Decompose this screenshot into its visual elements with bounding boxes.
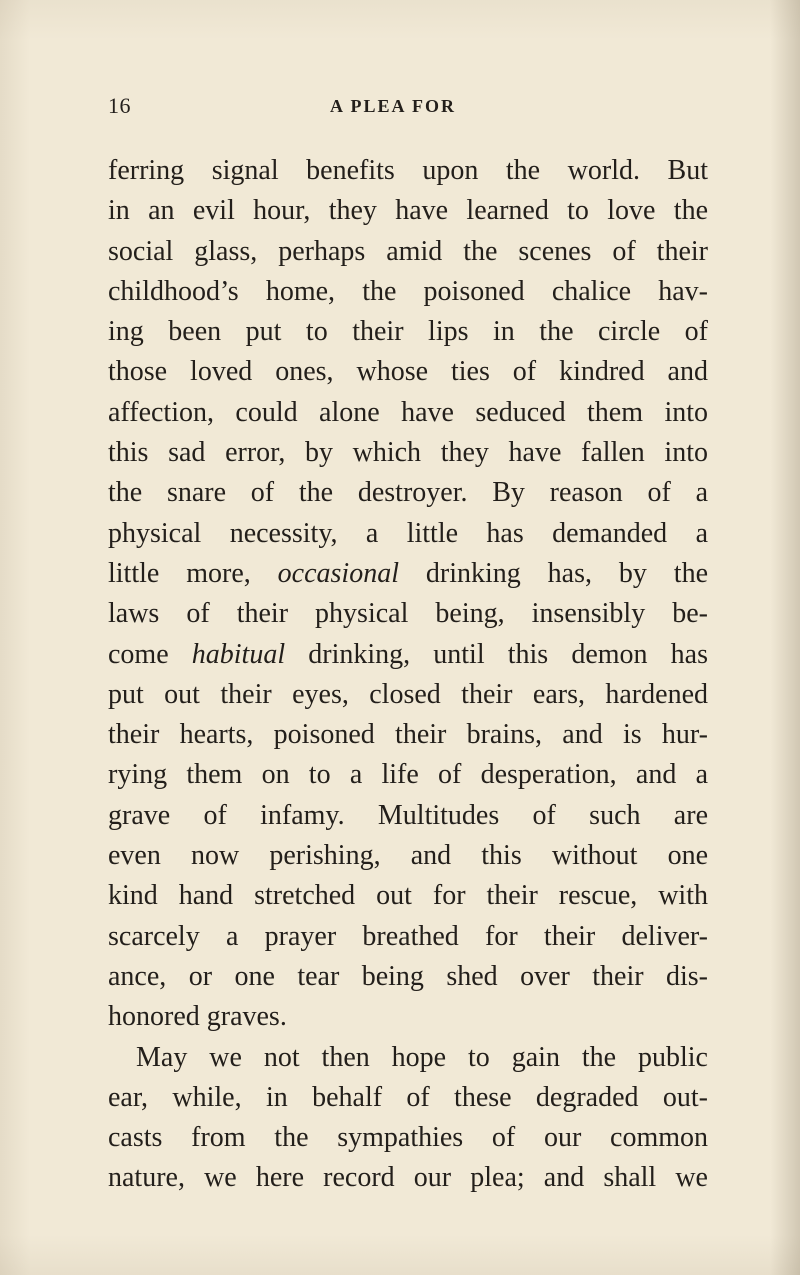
text-line xyxy=(108,635,708,675)
text-segment: put out their eyes, closed their ears, hardened xyxy=(108,678,708,710)
text-line xyxy=(108,352,708,392)
text-line xyxy=(108,675,708,715)
page-number: 16 xyxy=(108,93,131,118)
text-segment: affection, could alone have seduced them into xyxy=(108,396,708,428)
text-segment: their hearts, poisoned their brains, and is hur- xyxy=(108,719,708,751)
text-segment: this sad error, by which they have fallen into xyxy=(108,437,708,469)
text-line xyxy=(108,514,708,554)
text-segment: ance, or one tear being shed over their dis- xyxy=(108,960,708,992)
text-segment: rying them on to a life of desperation, and a xyxy=(108,759,708,791)
text-segment: little more, xyxy=(108,557,278,589)
text-line xyxy=(108,997,708,1037)
text-line xyxy=(108,272,708,312)
text-segment: in an evil hour, they have learned to love the xyxy=(108,195,708,227)
text-segment: physical necessity, a little has demanded a xyxy=(108,517,708,549)
text-segment: kind hand stretched out for their rescue, with xyxy=(108,880,708,912)
text-line xyxy=(108,191,708,231)
text-segment: ear, while, in behalf of these degraded out- xyxy=(108,1081,708,1113)
text-line xyxy=(108,312,708,352)
text-segment: ing been put to their lips in the circle of xyxy=(108,316,708,348)
text-segment: the snare of the destroyer. By reason of a xyxy=(108,477,708,509)
text-segment: childhood’s home, the poisoned chalice hav- xyxy=(108,275,708,307)
text-line xyxy=(108,554,708,594)
text-segment: grave of infamy. Multitudes of such are xyxy=(108,799,708,831)
text-segment: scarcely a prayer breathed for their deliver- xyxy=(108,920,708,952)
italic-text: occasional xyxy=(277,557,399,589)
text-line xyxy=(108,917,708,957)
body-text xyxy=(108,151,708,1199)
italic-text: habitual xyxy=(191,638,286,670)
text-segment: come xyxy=(108,638,192,670)
text-line xyxy=(108,393,708,433)
text-line xyxy=(108,232,708,272)
text-segment: May we not then hope to gain the public xyxy=(136,1041,708,1073)
text-segment: nature, we here record our plea; and shall we xyxy=(108,1162,708,1194)
text-segment: those loved ones, whose ties of kindred and xyxy=(108,356,708,388)
text-line xyxy=(108,836,708,876)
text-segment: ferring signal benefits upon the world. But xyxy=(108,155,708,186)
text-line xyxy=(108,473,708,513)
text-segment: laws of their physical being, insensibly be- xyxy=(108,598,708,630)
text-line xyxy=(108,594,708,634)
text-segment: drinking, until this demon has xyxy=(285,638,708,670)
running-title: A PLEA FOR xyxy=(330,96,457,116)
text-line xyxy=(108,1038,708,1078)
text-segment: honored graves. xyxy=(108,1001,287,1033)
text-segment: casts from the sympathies of our common xyxy=(108,1122,708,1154)
text-line xyxy=(108,957,708,997)
text-segment: even now perishing, and this without one xyxy=(108,840,708,872)
text-line xyxy=(108,876,708,916)
text-line xyxy=(108,796,708,836)
text-line xyxy=(108,1078,708,1118)
text-line xyxy=(108,151,708,191)
running-head xyxy=(108,90,708,122)
text-segment: social glass, perhaps amid the scenes of their xyxy=(108,235,708,267)
text-segment: drinking has, by the xyxy=(398,557,709,589)
text-line xyxy=(108,715,708,755)
text-line xyxy=(108,433,708,473)
text-line xyxy=(108,1118,708,1158)
text-line xyxy=(108,1158,708,1198)
text-line xyxy=(108,755,708,795)
